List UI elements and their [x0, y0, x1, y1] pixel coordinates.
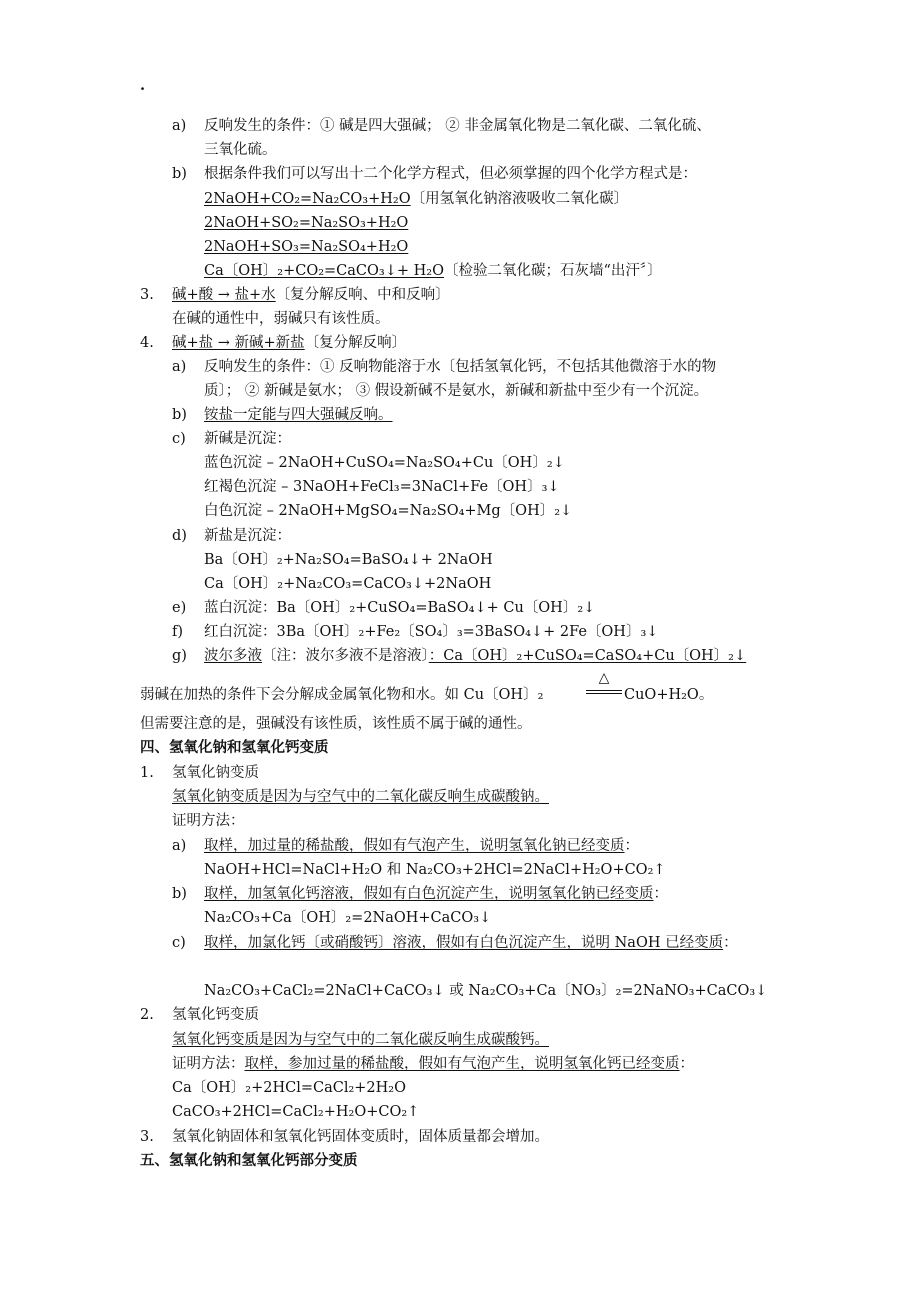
equation: 2NaOH+SO₂=Na₂SO₃+H₂O: [204, 215, 409, 231]
paragraph: 证明方法：: [172, 813, 245, 829]
proof-label: 证明方法：: [172, 1056, 245, 1072]
list-marker: b): [172, 166, 187, 182]
list-marker: c): [172, 935, 186, 951]
heat-symbol: △: [598, 670, 610, 686]
equations-intro: 根据条件我们可以写出十二个化学方程式，但必须掌握的四个化学方程式是：: [204, 166, 697, 182]
method: 取样，参加过量的稀盐酸，假如有气泡产生，说明氢氧化钙已经变质: [244, 1056, 680, 1072]
method: 取样，加过量的稀盐酸，假如有气泡产生，说明氢氧化钠已经变质: [204, 838, 625, 854]
list-marker: a): [172, 359, 187, 375]
section-title: [172, 285, 450, 305]
bordeaux-note: 〔注：波尔多液不是溶液〕: [262, 648, 429, 664]
list-number: 3.: [140, 287, 154, 303]
heat-arrow: [586, 672, 622, 698]
page-dot: .: [140, 77, 146, 94]
colon: ：: [679, 1056, 694, 1072]
list-number: 3.: [140, 1129, 154, 1145]
equation: Ca〔OH〕₂+CO₂=CaCO₃↓+ H₂O: [204, 263, 444, 279]
method-text: [172, 1054, 694, 1074]
equation-line: Ba〔OH〕₂+Na₂SO₄=BaSO₄↓+ 2NaOH: [204, 552, 493, 568]
paragraph: [172, 787, 549, 807]
equation-line: CaCO₃+2HCl=CaCl₂+H₂O+CO₂↑: [172, 1104, 420, 1120]
method-text: [204, 933, 738, 953]
paragraph: 新碱是沉淀：: [204, 431, 291, 447]
equation: ：Ca〔OH〕₂+CuSO₄=CaSO₄+Cu〔OH〕₂↓: [428, 648, 747, 664]
equation-line: 蓝色沉淀 – 2NaOH+CuSO₄=Na₂SO₄+Cu〔OH〕₂↓: [204, 455, 565, 471]
list-marker: f): [172, 624, 184, 640]
equation-line: 白色沉淀 – 2NaOH+MgSO₄=Na₂SO₄+Mg〔OH〕₂↓: [204, 503, 573, 519]
subsection-title: 氢氧化钙变质: [172, 1007, 259, 1023]
equation-line: [204, 261, 662, 281]
method: 取样，加氯化钙〔或硝酸钙〕溶液，假如有白色沉淀产生，说明 NaOH 已经变质: [204, 935, 724, 951]
condition-text: 反响发生的条件：① 碱是四大强碱； ② 非金属氧化物是二氧化碳、二氧化硫、: [204, 118, 711, 134]
list-number: 2.: [140, 1007, 154, 1023]
equation-line: Ca〔OH〕₂+2HCl=CaCl₂+2H₂O: [172, 1080, 406, 1096]
equation-line: 红白沉淀：3Ba〔OH〕₂+Fe₂〔SO₄〕₃=3BaSO₄↓+ 2Fe〔OH〕₃↓: [204, 624, 659, 640]
list-marker: a): [172, 838, 187, 854]
list-marker: a): [172, 118, 187, 134]
list-number: 1.: [140, 765, 154, 781]
section-title: [172, 333, 406, 353]
list-marker: d): [172, 528, 187, 544]
list-marker: g): [172, 648, 187, 664]
equation-line: [204, 213, 408, 233]
equation-note: 〔用氢氧化钠溶液吸收二氧化碳〕: [410, 191, 629, 207]
paragraph: 弱碱在加热的条件下会分解成金属氧化物和水。如 Cu〔OH〕₂: [140, 687, 544, 703]
equation-line: NaOH+HCl=NaCl+H₂O 和 Na₂CO₃+2HCl=2NaCl+H₂O+CO₂↑: [204, 862, 666, 878]
statement: 铵盐一定能与四大强碱反响。: [204, 407, 393, 423]
method: 取样，加氢氧化钙溶液，假如有白色沉淀产生，说明氢氧化钠已经变质: [204, 886, 654, 902]
paragraph: 新盐是沉淀：: [204, 528, 291, 544]
list-number: 4.: [140, 335, 154, 351]
equation-line: Na₂CO₃+CaCl₂=2NaCl+CaCO₃↓ 或 Na₂CO₃+Ca〔NO₃〕₂=2NaNO₃+CaCO₃↓: [204, 983, 768, 999]
statement: 氢氧化钠变质是因为与空气中的二氧化碳反响生成碳酸钠。: [172, 789, 549, 805]
equation-line: Ca〔OH〕₂+Na₂CO₃=CaCO₃↓+2NaOH: [204, 576, 492, 592]
list-marker: c): [172, 431, 186, 447]
paragraph: 但需要注意的是，强碱没有该性质，该性质不属于碱的通性。: [140, 716, 532, 732]
equation-line: [204, 646, 746, 666]
equation-line: 红褐色沉淀 – 3NaOH+FeCl₃=3NaCl+Fe〔OH〕₃↓: [204, 479, 560, 495]
paragraph: [204, 405, 393, 425]
list-marker: b): [172, 886, 187, 902]
condition-text-cont: 质〕； ② 新碱是氨水； ③ 假设新碱不是氨水，新碱和新盐中至少有一个沉淀。: [204, 383, 709, 399]
equation: 2NaOH+SO₃=Na₂SO₄+H₂O: [204, 239, 409, 255]
equation-line: Na₂CO₃+Ca〔OH〕₂=2NaOH+CaCO₃↓: [204, 910, 492, 926]
bordeaux-term: 波尔多液: [204, 648, 262, 664]
condition-text-cont: 三氧化硫。: [204, 142, 277, 158]
colon: ：: [624, 838, 639, 854]
paragraph: 氢氧化钠固体和氢氧化钙固体变质时，固体质量都会增加。: [172, 1129, 549, 1145]
rule: 碱+盐 → 新碱+新盐: [172, 335, 305, 351]
section-heading: 四、氢氧化钠和氢氧化钙变质: [140, 739, 329, 756]
list-marker: e): [172, 600, 187, 616]
section-heading: 五、氢氧化钠和氢氧化钙部分变质: [140, 1152, 358, 1169]
paragraph: [172, 1030, 549, 1050]
equation: 2NaOH+CO₂=Na₂CO₃+H₂O: [204, 191, 411, 207]
list-marker: b): [172, 407, 187, 423]
method-text: [204, 836, 639, 856]
method-text: [204, 884, 668, 904]
equation-line: [204, 237, 408, 257]
equation-note: 〔检验二氧化碳；石灰墙“出汗〞〕: [443, 263, 662, 279]
paragraph: CuO+H₂O。: [624, 687, 714, 703]
colon: ：: [723, 935, 738, 951]
rule: 碱+酸 → 盐+水: [172, 287, 276, 303]
rule-note: 〔复分解反响〕: [304, 335, 407, 351]
rule-note: 〔复分解反响、中和反响〕: [275, 287, 450, 303]
paragraph: 在碱的通性中，弱碱只有该性质。: [172, 311, 390, 327]
condition-text: 反响发生的条件：① 反响物能溶于水〔包括氢氧化钙，不包括其他微溶于水的物: [204, 359, 717, 375]
equation-line: [204, 189, 628, 209]
subsection-title: 氢氧化钠变质: [172, 765, 259, 781]
colon: ：: [653, 886, 668, 902]
equation-line: 蓝白沉淀：Ba〔OH〕₂+CuSO₄=BaSO₄↓+ Cu〔OH〕₂↓: [204, 600, 596, 616]
statement: 氢氧化钙变质是因为与空气中的二氧化碳反响生成碳酸钙。: [172, 1032, 549, 1048]
